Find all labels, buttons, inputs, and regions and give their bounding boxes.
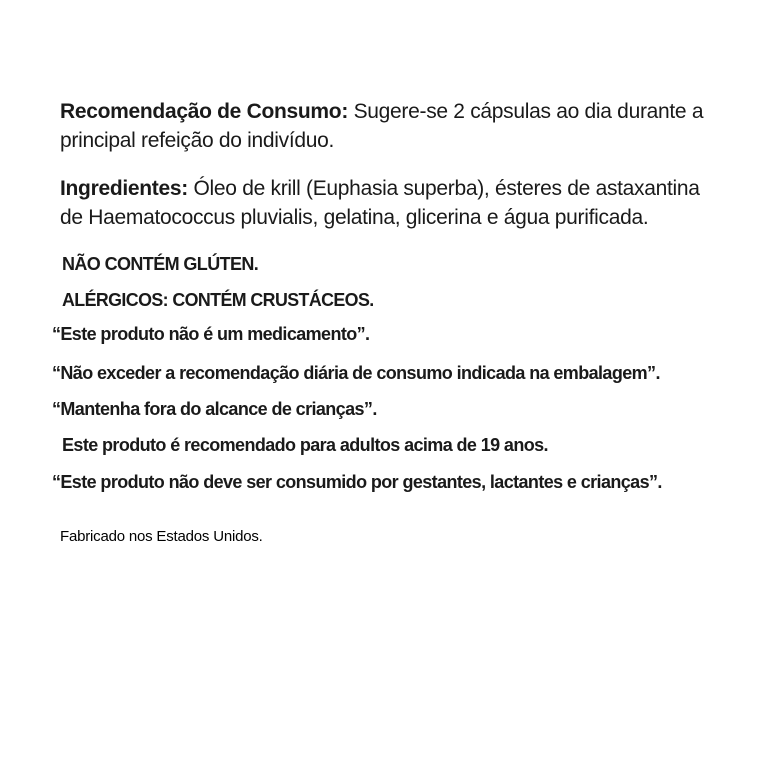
manufacturing-origin: Fabricado nos Estados Unidos. xyxy=(60,528,263,545)
not-medicine-warning: “Este produto não é um medicamento”. xyxy=(52,324,370,344)
allergen-warning: ALÉRGICOS: CONTÉM CRUSTÁCEOS. xyxy=(62,290,374,310)
children-reach-warning: “Mantenha fora do alcance de crianças”. xyxy=(52,399,377,419)
adults-recommendation-warning: Este produto é recomendado para adultos acima de 19 anos. xyxy=(62,435,548,455)
consumption-recommendation-text: Sugere-se 2 cápsulas ao dia durante a principal refeição do indivíduo. xyxy=(60,100,704,152)
ingredients-text: Óleo de krill (Euphasia superba), ésteres de astaxantina de Haematococcus pluvialis, gelatina, glicerina e água purificada. xyxy=(60,177,700,229)
consumption-recommendation-label: Recomendação de Consumo: xyxy=(60,100,349,123)
pregnancy-warning: “Este produto não deve ser consumido por gestantes, lactantes e crianças”. xyxy=(52,472,662,492)
consumption-recommendation xyxy=(60,97,720,155)
gluten-warning: NÃO CONTÉM GLÚTEN. xyxy=(62,254,259,274)
ingredients xyxy=(60,174,720,232)
ingredients-label: Ingredientes: xyxy=(60,177,188,200)
dosage-warning: “Não exceder a recomendação diária de consumo indicada na embalagem”. xyxy=(52,363,660,383)
